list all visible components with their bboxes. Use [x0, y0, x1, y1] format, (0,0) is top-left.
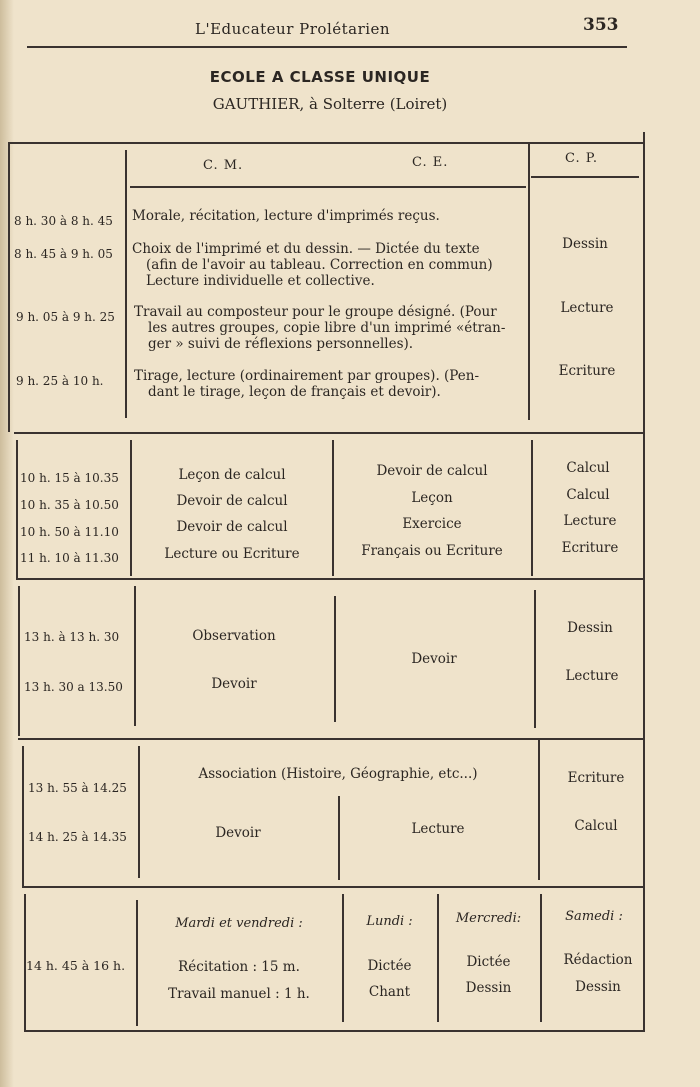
article-author-line: GAUTHIER, à Solterre (Loiret) [212, 95, 448, 113]
ce-cell: Devoir de calcul [376, 463, 488, 479]
activity-line: les autres groupes, copie libre d'un imprimé «étran- [148, 320, 506, 336]
time-slot: 13 h. 30 a 13.50 [24, 680, 123, 694]
time-slot: 14 h. 25 à 14.35 [28, 830, 127, 844]
table-left-rule [8, 142, 10, 432]
cp-cell: Dessin [567, 620, 613, 636]
cm-ce-span-cell: Association (Histoire, Géographie, etc...) [198, 766, 478, 782]
cm-cell: Devoir de calcul [176, 493, 288, 509]
section2-left-rule [16, 440, 18, 578]
day-activity: Dictée [367, 958, 412, 974]
section4-left-rule [22, 746, 24, 886]
section3-time-divider [134, 586, 136, 726]
time-slot: 10 h. 15 à 10.35 [20, 471, 119, 485]
cm-cell: Leçon de calcul [178, 467, 286, 483]
section-rule-1 [14, 432, 645, 434]
time-slot: 10 h. 35 à 10.50 [20, 498, 119, 512]
column-header-cm: C. M. [203, 158, 244, 173]
ce-cell: Leçon [411, 490, 453, 506]
time-slot: 14 h. 45 à 16 h. [26, 958, 126, 973]
time-slot: 9 h. 25 à 10 h. [16, 374, 104, 388]
cm-cell: Lecture ou Ecriture [164, 546, 300, 562]
section2-time-divider [130, 440, 132, 576]
day-activity: Chant [368, 984, 411, 1000]
day-activity: Rédaction [563, 952, 633, 968]
page-gutter-shadow [0, 0, 14, 1087]
activity-line: dant le tirage, leçon de français et devoir). [148, 384, 441, 400]
table-right-rule [643, 132, 645, 1032]
day-activity: Dictée [466, 954, 511, 970]
day-activity: Travail manuel : 1 h. [168, 986, 310, 1002]
day-label: Mardi et vendredi : [175, 916, 303, 931]
time-slot: 8 h. 30 à 8 h. 45 [14, 214, 113, 228]
day-label: Samedi : [565, 909, 623, 924]
activity-line: Tirage, lecture (ordinairement par groupes). (Pen- [134, 368, 480, 384]
cm-cell: Devoir de calcul [176, 519, 288, 535]
day-label: Mercredi: [455, 911, 522, 926]
cp-cell: Calcul [566, 487, 610, 503]
time-slot: 13 h. à 13 h. 30 [24, 630, 120, 644]
cp-cell: Lecture [560, 300, 614, 316]
cp-cell: Ecriture [558, 363, 616, 379]
section-rule-3 [18, 738, 645, 740]
ce-cell: Exercice [402, 516, 462, 532]
column-header-ce: C. E. [412, 155, 449, 170]
ce-cell: Devoir [411, 651, 457, 667]
article-title: ECOLE A CLASSE UNIQUE [209, 68, 431, 86]
cp-cell: Calcul [574, 818, 618, 834]
activity-line: Choix de l'imprimé et du dessin. — Dictée du texte [132, 241, 480, 257]
header-rule [27, 46, 627, 48]
section3-ce-cp-divider [534, 590, 536, 728]
section-rule-4 [22, 886, 645, 888]
activity-line: Morale, récitation, lecture d'imprimés reçus. [132, 208, 440, 224]
activity-line: Travail au composteur pour le groupe désigné. (Pour [134, 304, 497, 320]
colhead-rule-cp [531, 176, 639, 178]
cp-cell: Lecture [565, 668, 619, 684]
cp-cell: Ecriture [567, 770, 625, 786]
time-slot: 11 h. 10 à 11.30 [20, 551, 119, 565]
cp-cell: Lecture [563, 513, 617, 529]
table-top-rule [8, 142, 645, 144]
ce-cell: Lecture [411, 821, 465, 837]
activity-line: (afin de l'avoir au tableau. Correction en commun) [146, 257, 493, 273]
day-activity: Dessin [575, 979, 621, 995]
activity-line: Lecture individuelle et collective. [146, 273, 375, 289]
cp-cell: Dessin [562, 236, 608, 252]
colhead-rule-cm-ce [130, 186, 526, 188]
cm-cell: Devoir [211, 676, 257, 692]
cm-cell: Observation [192, 628, 276, 644]
cm-cell: Devoir [215, 825, 261, 841]
time-slot: 9 h. 05 à 9 h. 25 [16, 310, 115, 324]
time-slot: 10 h. 50 à 11.10 [20, 525, 119, 539]
page-number: 353 [583, 15, 619, 35]
time-slot: 8 h. 45 à 9 h. 05 [14, 247, 113, 261]
section4-cm-ce-divider [338, 796, 340, 880]
time-column-divider [125, 150, 127, 418]
cp-column-divider [528, 142, 530, 420]
time-slot: 13 h. 55 à 14.25 [28, 781, 127, 795]
section2-ce-cp-divider [531, 440, 533, 576]
running-header-title: L'Educateur Prolétarien [195, 20, 391, 38]
column-header-cp: C. P. [565, 151, 598, 166]
cp-cell: Calcul [566, 460, 610, 476]
activity-line: ger » suivi de réflexions personnelles). [148, 336, 414, 352]
day-label: Lundi : [366, 914, 413, 929]
day-activity: Dessin [465, 980, 512, 996]
ce-cell: Français ou Ecriture [361, 543, 503, 559]
section3-left-rule [18, 586, 20, 736]
cp-cell: Ecriture [561, 540, 619, 556]
section4-ce-cp-divider [538, 740, 540, 880]
table-bottom-rule [24, 1030, 645, 1032]
section-rule-2 [16, 578, 645, 580]
day-activity: Récitation : 15 m. [178, 959, 300, 975]
